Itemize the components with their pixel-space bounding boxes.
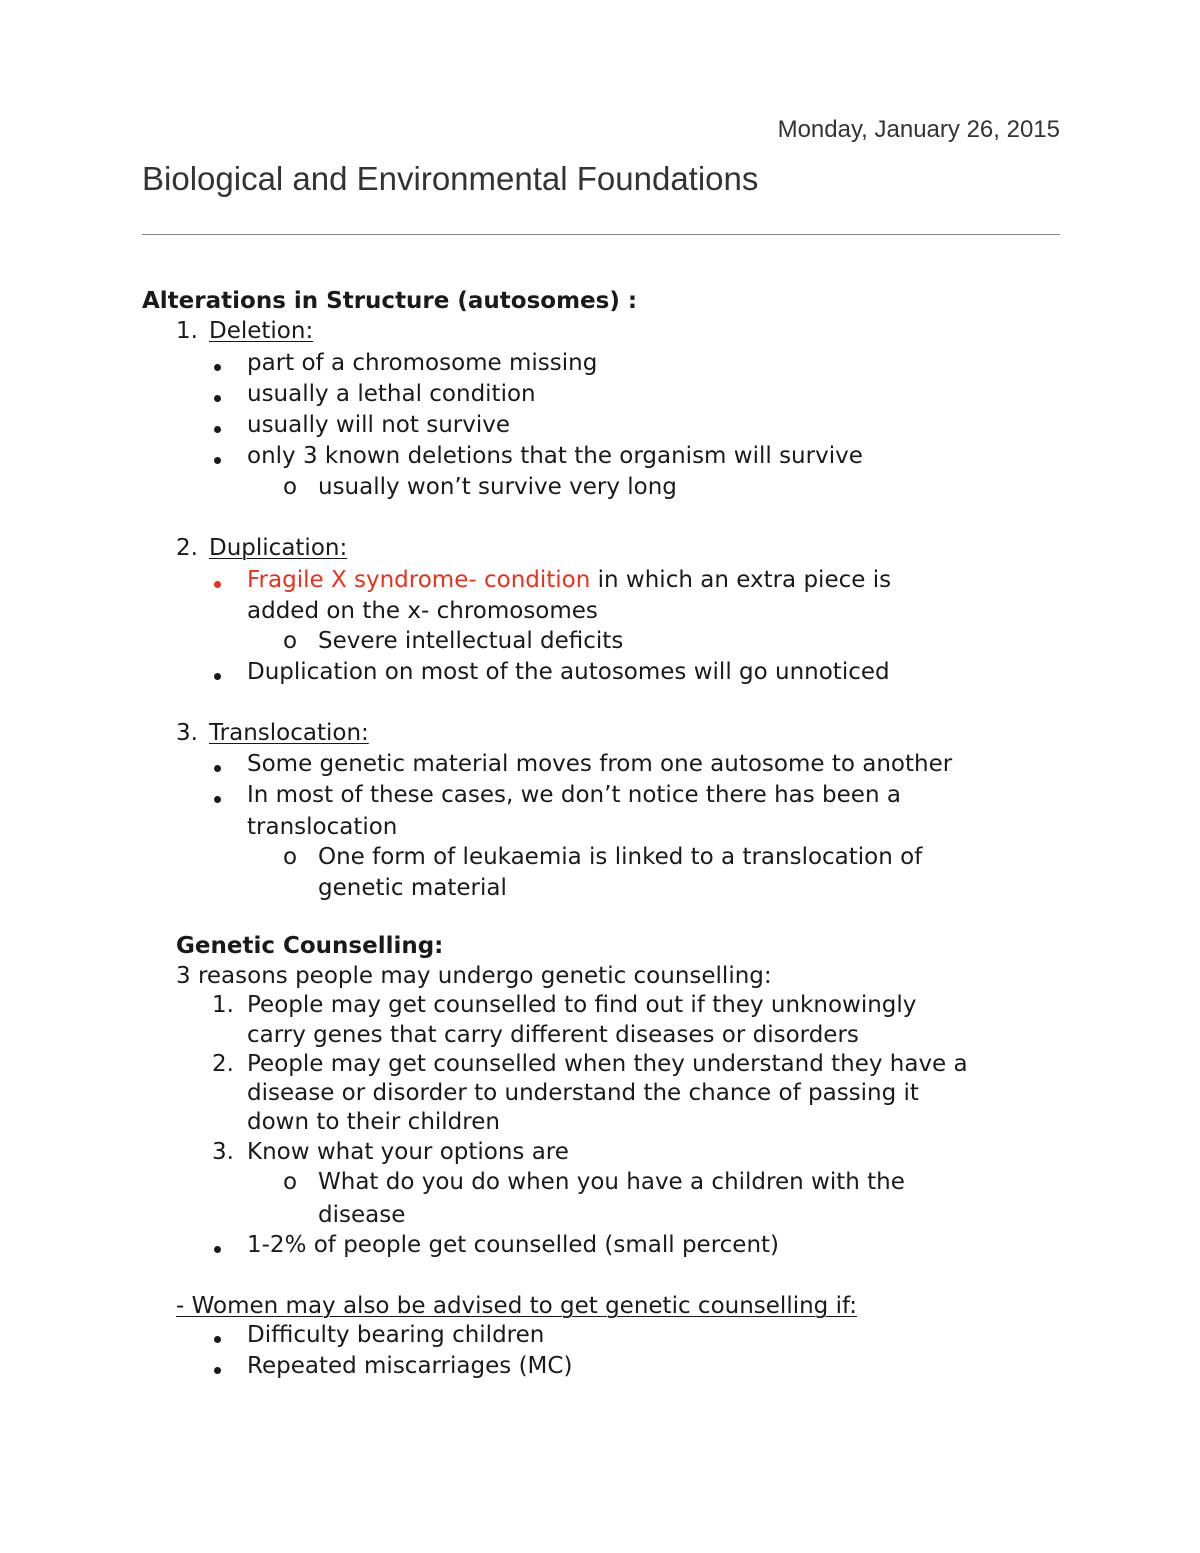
sub-list-item: Severe intellectual deficits xyxy=(318,628,624,654)
subheading-translocation: Translocation: xyxy=(209,720,369,746)
list-number: 3. xyxy=(212,1139,234,1165)
list-item: People may get counselled to find out if they unknowingly xyxy=(247,992,917,1018)
list-item: 1-2% of people get counselled (small percent) xyxy=(247,1232,780,1258)
bullet-icon xyxy=(214,765,221,772)
document-date: Monday, January 26, 2015 xyxy=(777,116,1060,143)
document-title: Biological and Environmental Foundations xyxy=(142,160,759,197)
sub-bullet-marker: o xyxy=(283,628,298,654)
heading-text: Women may also be advised to get genetic counselling if: xyxy=(184,1293,858,1319)
dash-marker: - xyxy=(176,1293,185,1319)
list-item: Some genetic material moves from one autosome to another xyxy=(247,751,953,777)
list-item: usually will not survive xyxy=(247,412,510,438)
list-item-continuation: down to their children xyxy=(247,1109,500,1135)
list-item: Know what your options are xyxy=(247,1139,569,1165)
sub-list-item: usually won’t survive very long xyxy=(318,474,677,500)
list-item-continuation: carry genes that carry different diseases or disorders xyxy=(247,1022,859,1048)
sub-list-item-continuation: disease xyxy=(318,1202,406,1228)
list-item: Difficulty bearing children xyxy=(247,1322,545,1348)
bullet-icon xyxy=(214,1246,221,1253)
bullet-icon xyxy=(214,457,221,464)
list-item-continuation: translocation xyxy=(247,814,398,840)
list-item: part of a chromosome missing xyxy=(247,350,598,376)
list-item: only 3 known deletions that the organism will survive xyxy=(247,443,863,469)
sub-bullet-marker: o xyxy=(283,1169,298,1195)
bullet-icon xyxy=(214,1367,221,1374)
sub-list-item: What do you do when you have a children with the xyxy=(318,1169,905,1195)
list-item-continuation: added on the x- chromosomes xyxy=(247,598,598,624)
list-number: 2. xyxy=(212,1051,234,1077)
list-item: In most of these cases, we don’t notice there has been a xyxy=(247,782,901,808)
sub-bullet-marker: o xyxy=(283,844,298,870)
sub-list-item-continuation: genetic material xyxy=(318,875,507,901)
bullet-icon xyxy=(214,395,221,402)
bullet-icon xyxy=(214,796,221,803)
list-number: 1. xyxy=(212,992,234,1018)
list-item: usually a lethal condition xyxy=(247,381,536,407)
bullet-icon xyxy=(214,426,221,433)
list-number: 2. xyxy=(176,535,198,561)
list-item: Duplication on most of the autosomes will go unnoticed xyxy=(247,659,890,685)
list-item-text: in which an extra piece is xyxy=(590,567,892,593)
sub-list-item: One form of leukaemia is linked to a translocation of xyxy=(318,844,923,870)
list-number: 3. xyxy=(176,720,198,746)
sub-bullet-marker: o xyxy=(283,474,298,500)
list-item xyxy=(247,565,891,595)
list-item: People may get counselled when they understand they have a xyxy=(247,1051,968,1077)
highlighted-term: Fragile X syndrome- condition xyxy=(247,567,591,593)
section-heading-alterations: Alterations in Structure (autosomes) : xyxy=(142,288,638,314)
list-item-continuation: disease or disorder to understand the chance of passing it xyxy=(247,1080,919,1106)
title-divider xyxy=(142,234,1060,235)
list-number: 1. xyxy=(176,318,198,344)
bullet-icon xyxy=(214,673,221,680)
bullet-icon xyxy=(214,581,221,588)
subheading-deletion: Deletion: xyxy=(209,318,314,344)
list-item: Repeated miscarriages (MC) xyxy=(247,1353,573,1379)
section-heading-genetic-counselling: Genetic Counselling: xyxy=(176,933,444,959)
subheading-duplication: Duplication: xyxy=(209,535,348,561)
section-intro: 3 reasons people may undergo genetic counselling: xyxy=(176,963,772,989)
bullet-icon xyxy=(214,1336,221,1343)
section-heading-women-advised xyxy=(176,1291,857,1321)
bullet-icon xyxy=(214,364,221,371)
